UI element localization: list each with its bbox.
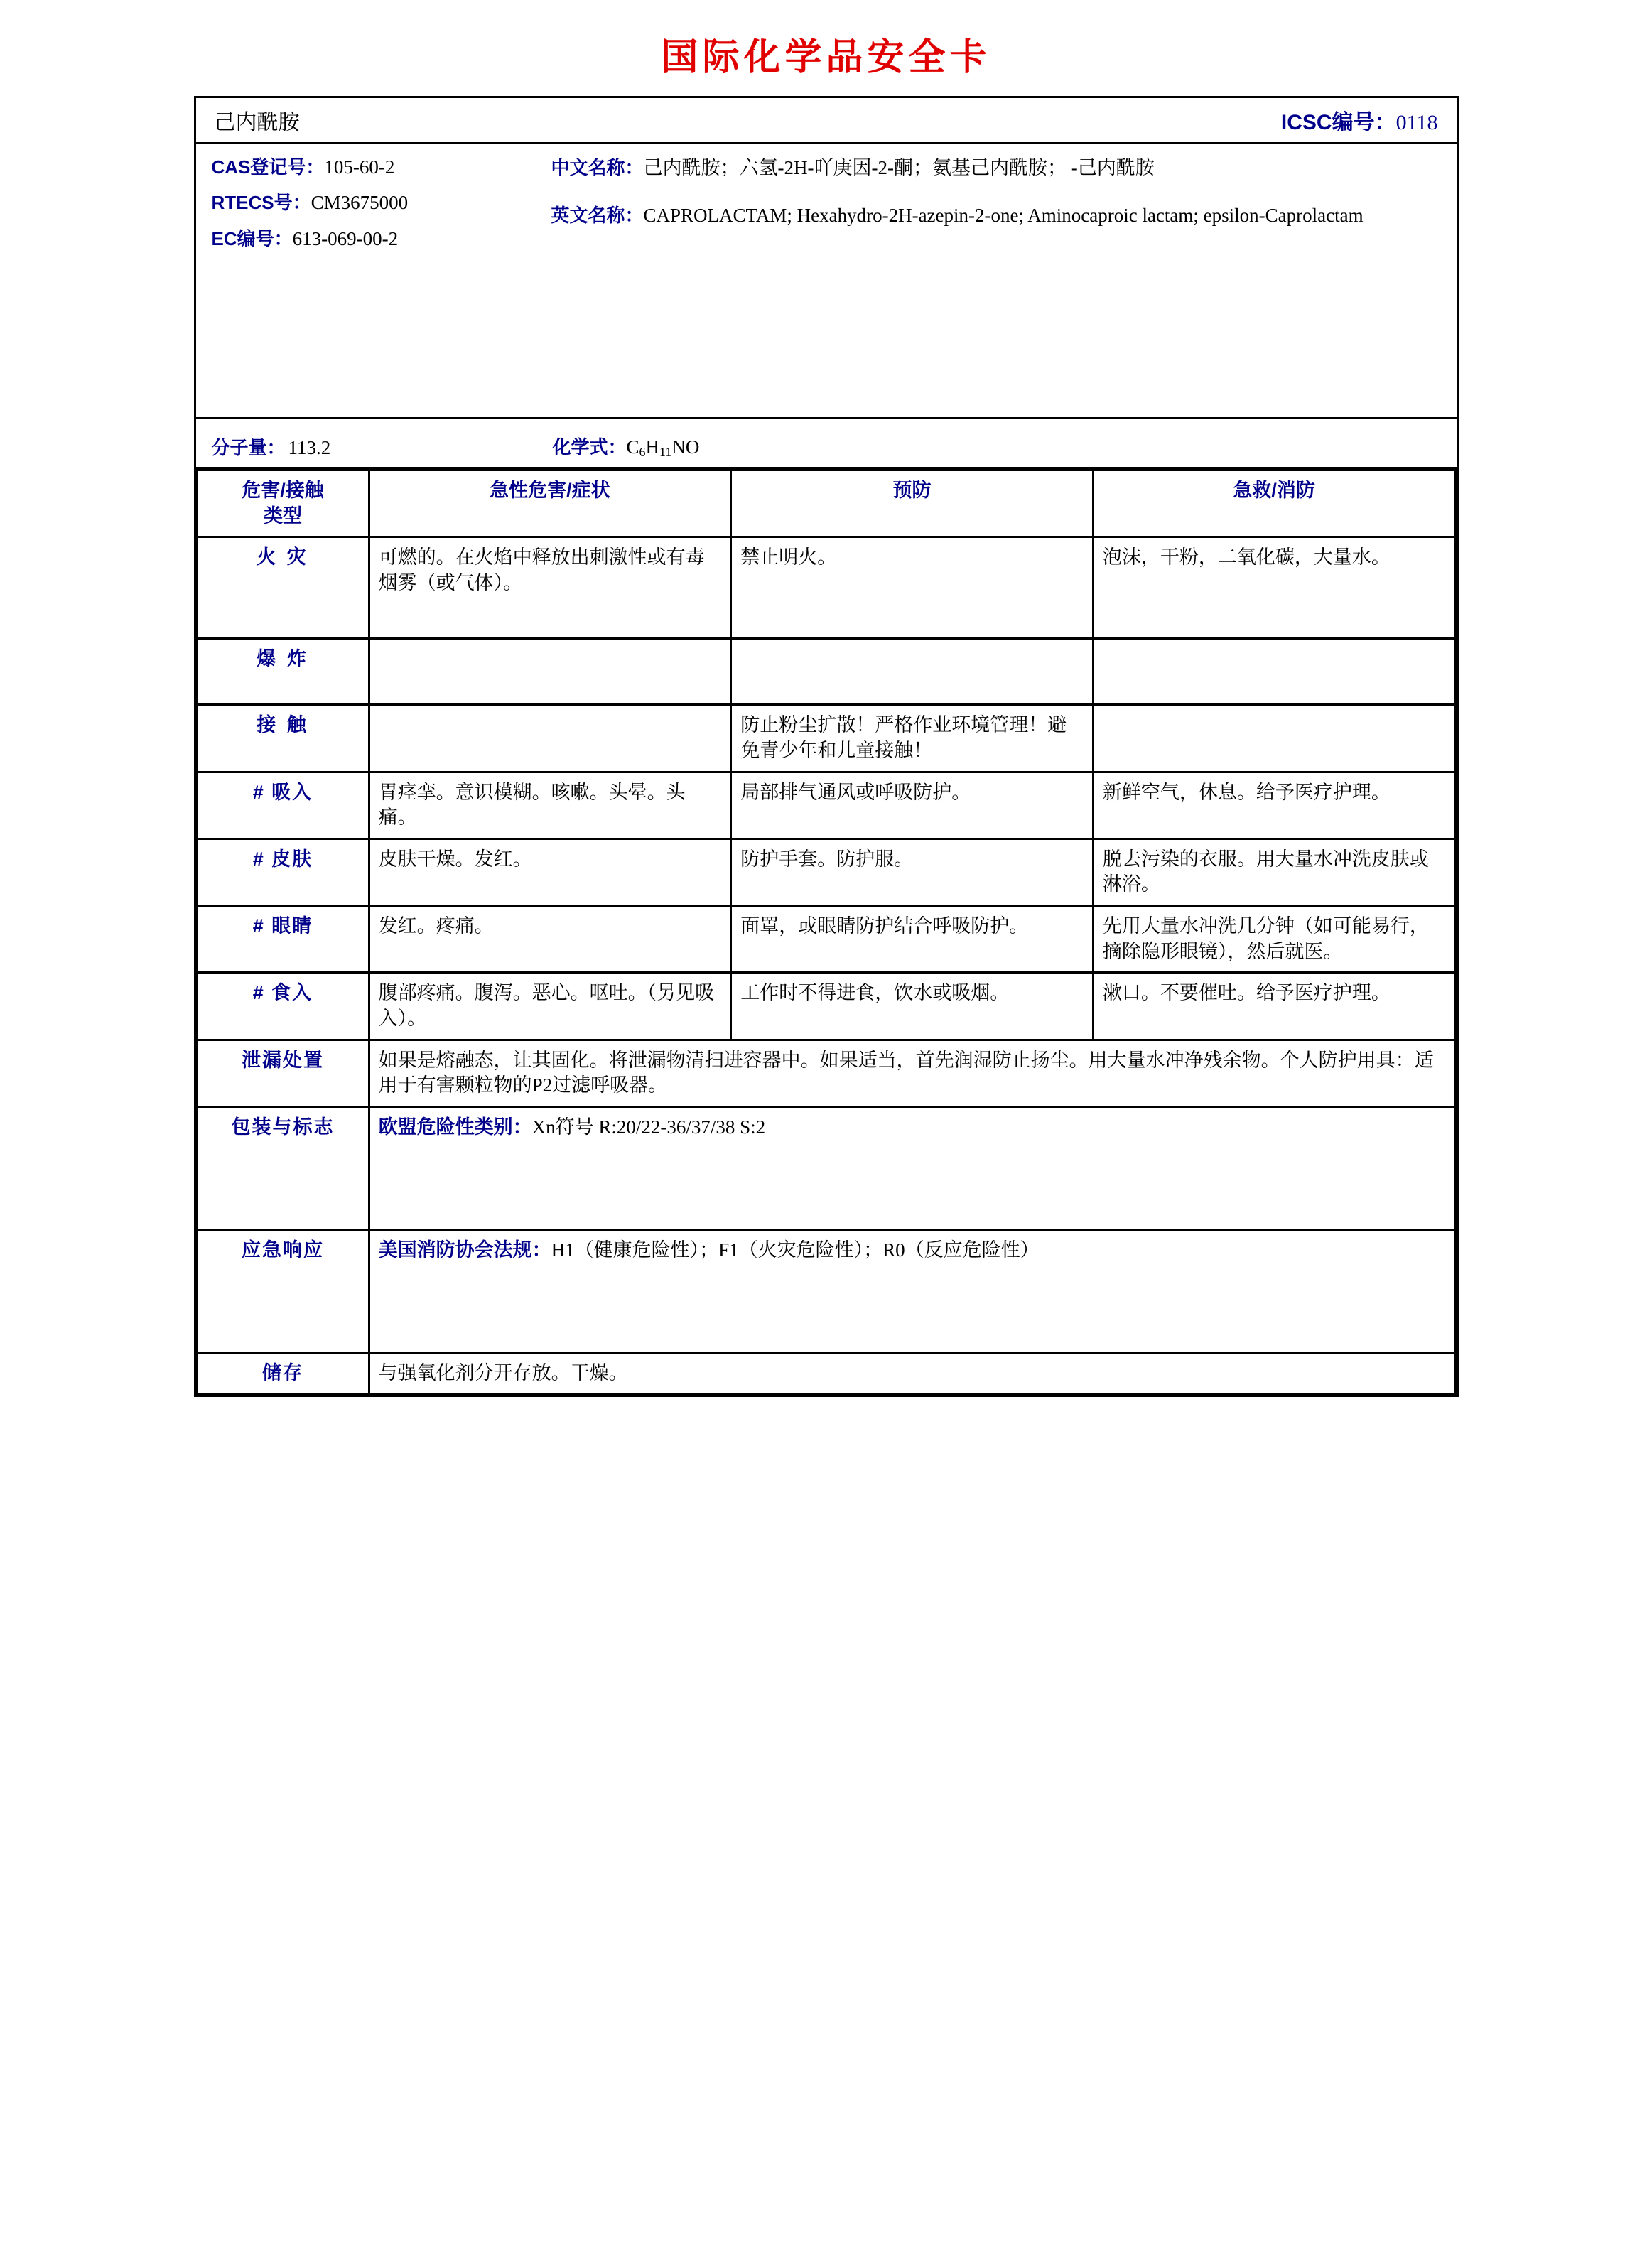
skin-prevention: 防护手套。防护服。 [731,839,1094,905]
packaging-blue-label: 欧盟危险性类别： [378,1116,532,1138]
icsc-number: 0118 [1395,111,1438,134]
row-label-ingestion: # 食入 [197,973,369,1040]
row-label-exposure: 接 触 [197,705,369,772]
emergency-cell [369,1229,1455,1352]
ec-line [212,226,551,252]
identification-block [196,144,1457,419]
molecular-row [196,419,1457,469]
explosion-prevention [731,639,1094,705]
table-row [197,537,1455,639]
row-label-skin: # 皮肤 [197,839,369,905]
icsc-number-block [1281,104,1457,136]
column-header-prevention: 预防 [731,470,1094,537]
page-title: 国际化学品安全卡 [661,37,991,78]
emergency-text: H1（健康危险性）；F1（火灾危险性）；R0（反应危险性） [551,1239,1040,1261]
table-row [197,906,1455,973]
fire-prevention: 禁止明火。 [731,537,1094,639]
column-header-firstaid: 急救/消防 [1093,470,1455,537]
column-header-type-line2: 类型 [264,505,303,527]
row-label-storage: 储存 [197,1352,369,1394]
ec-value: 613-069-00-2 [292,227,399,249]
spill-text: 如果是熔融态，让其固化。将泄漏物清扫进容器中。如果适当，首先润湿防止扬尘。用大量水冲净残余物。个人防护用具：适用于有害颗粒物的P2过滤呼吸器。 [369,1040,1455,1106]
storage-row [197,1352,1455,1394]
packaging-row [197,1106,1455,1229]
formula-block [553,433,700,460]
bottom-spacer [0,1397,1652,1575]
english-name-value: CAPROLACTAM; Hexahydro-2H-azepin-2-one; Aminocaproic lactam; epsilon-Caprolactam [643,205,1364,227]
formula-c-count: 6 [639,445,646,459]
fire-hazard: 可燃的。在火焰中释放出刺激性或有毒烟雾（或气体）。 [369,537,731,639]
row-label-explosion: 爆 炸 [197,639,369,705]
chinese-name-label: 中文名称： [551,157,644,178]
exposure-hazard [369,705,731,772]
english-name-label: 英文名称： [551,205,644,227]
row-label-eyes: # 眼睛 [197,906,369,973]
rtecs-label: RTECS号： [211,192,311,214]
spill-row [197,1040,1455,1106]
column-header-type [197,470,369,537]
inhalation-firstaid: 新鲜空气，休息。给予医疗护理。 [1093,772,1455,839]
molecular-weight-label: 分子量： [211,437,286,458]
exposure-prevention: 防止粉尘扩散！严格作业环境管理！避免青少年和儿童接触！ [731,705,1094,772]
ec-label: EC编号： [211,227,293,249]
chinese-names-line [551,154,1438,182]
cas-value: 105-60-2 [324,156,395,178]
table-row [197,973,1455,1040]
table-row [197,839,1455,905]
packaging-text: Xn符号 R:20/22-36/37/38 S:2 [531,1116,766,1138]
hazards-table [196,469,1457,1395]
emergency-blue-label: 美国消防协会法规： [378,1239,551,1261]
column-header-hazard: 急性危害/症状 [369,470,731,537]
english-names-line [551,202,1438,230]
ingestion-firstaid: 漱口。不要催吐。给予医疗护理。 [1093,973,1455,1040]
table-row [197,772,1455,839]
table-row [197,639,1455,705]
row-label-inhalation: # 吸入 [197,772,369,839]
card-header-row [196,98,1457,144]
chinese-name-value: 己内酰胺；六氢-2H-吖庚因-2-酮；氨基己内酰胺； -己内酰胺 [643,157,1155,178]
formula-h: H [645,436,660,458]
inhalation-hazard: 胃痉挛。意识模糊。咳嗽。头晕。头痛。 [369,772,731,839]
rtecs-value: CM3675000 [311,192,409,214]
table-header-row [197,470,1455,537]
molecular-weight-value: 113.2 [288,437,331,458]
table-row [197,705,1455,772]
cas-line [212,154,551,180]
explosion-firstaid [1093,639,1455,705]
formula-c: C [626,436,639,458]
exposure-firstaid [1093,705,1455,772]
eyes-firstaid: 先用大量水冲洗几分钟（如可能易行，摘除隐形眼镜），然后就医。 [1093,906,1455,973]
storage-text: 与强氧化剂分开存放。干燥。 [369,1352,1455,1394]
skin-hazard: 皮肤干燥。发红。 [369,839,731,905]
row-label-fire: 火 灾 [197,537,369,639]
substance-name: 己内酰胺 [214,111,300,134]
packaging-cell [369,1106,1455,1229]
inhalation-prevention: 局部排气通风或呼吸防护。 [731,772,1094,839]
fire-firstaid: 泡沫，干粉，二氧化碳，大量水。 [1093,537,1455,639]
formula-no: NO [671,436,700,458]
rtecs-line [212,190,551,215]
column-header-type-line1: 危害/接触 [242,480,324,501]
eyes-hazard: 发红。疼痛。 [369,906,731,973]
identification-left [196,154,551,410]
identification-right [551,154,1457,410]
ingestion-prevention: 工作时不得进食，饮水或吸烟。 [731,973,1094,1040]
cas-label: CAS登记号： [211,156,325,178]
molecular-weight-block [212,433,553,460]
row-label-spill: 泄漏处置 [197,1040,369,1106]
ingestion-hazard: 腹部疼痛。腹泻。恶心。呕吐。（另见吸入）。 [369,973,731,1040]
formula-label: 化学式： [552,436,627,458]
icsc-card [194,96,1459,1397]
icsc-label: ICSC编号： [1280,111,1396,134]
row-label-packaging: 包装与标志 [197,1106,369,1229]
row-label-emergency: 应急响应 [197,1229,369,1352]
emergency-row [197,1229,1455,1352]
formula-h-count: 11 [659,445,672,459]
eyes-prevention: 面罩，或眼睛防护结合呼吸防护。 [731,906,1094,973]
skin-firstaid: 脱去污染的衣服。用大量水冲洗皮肤或淋浴。 [1093,839,1455,905]
explosion-hazard [369,639,731,705]
